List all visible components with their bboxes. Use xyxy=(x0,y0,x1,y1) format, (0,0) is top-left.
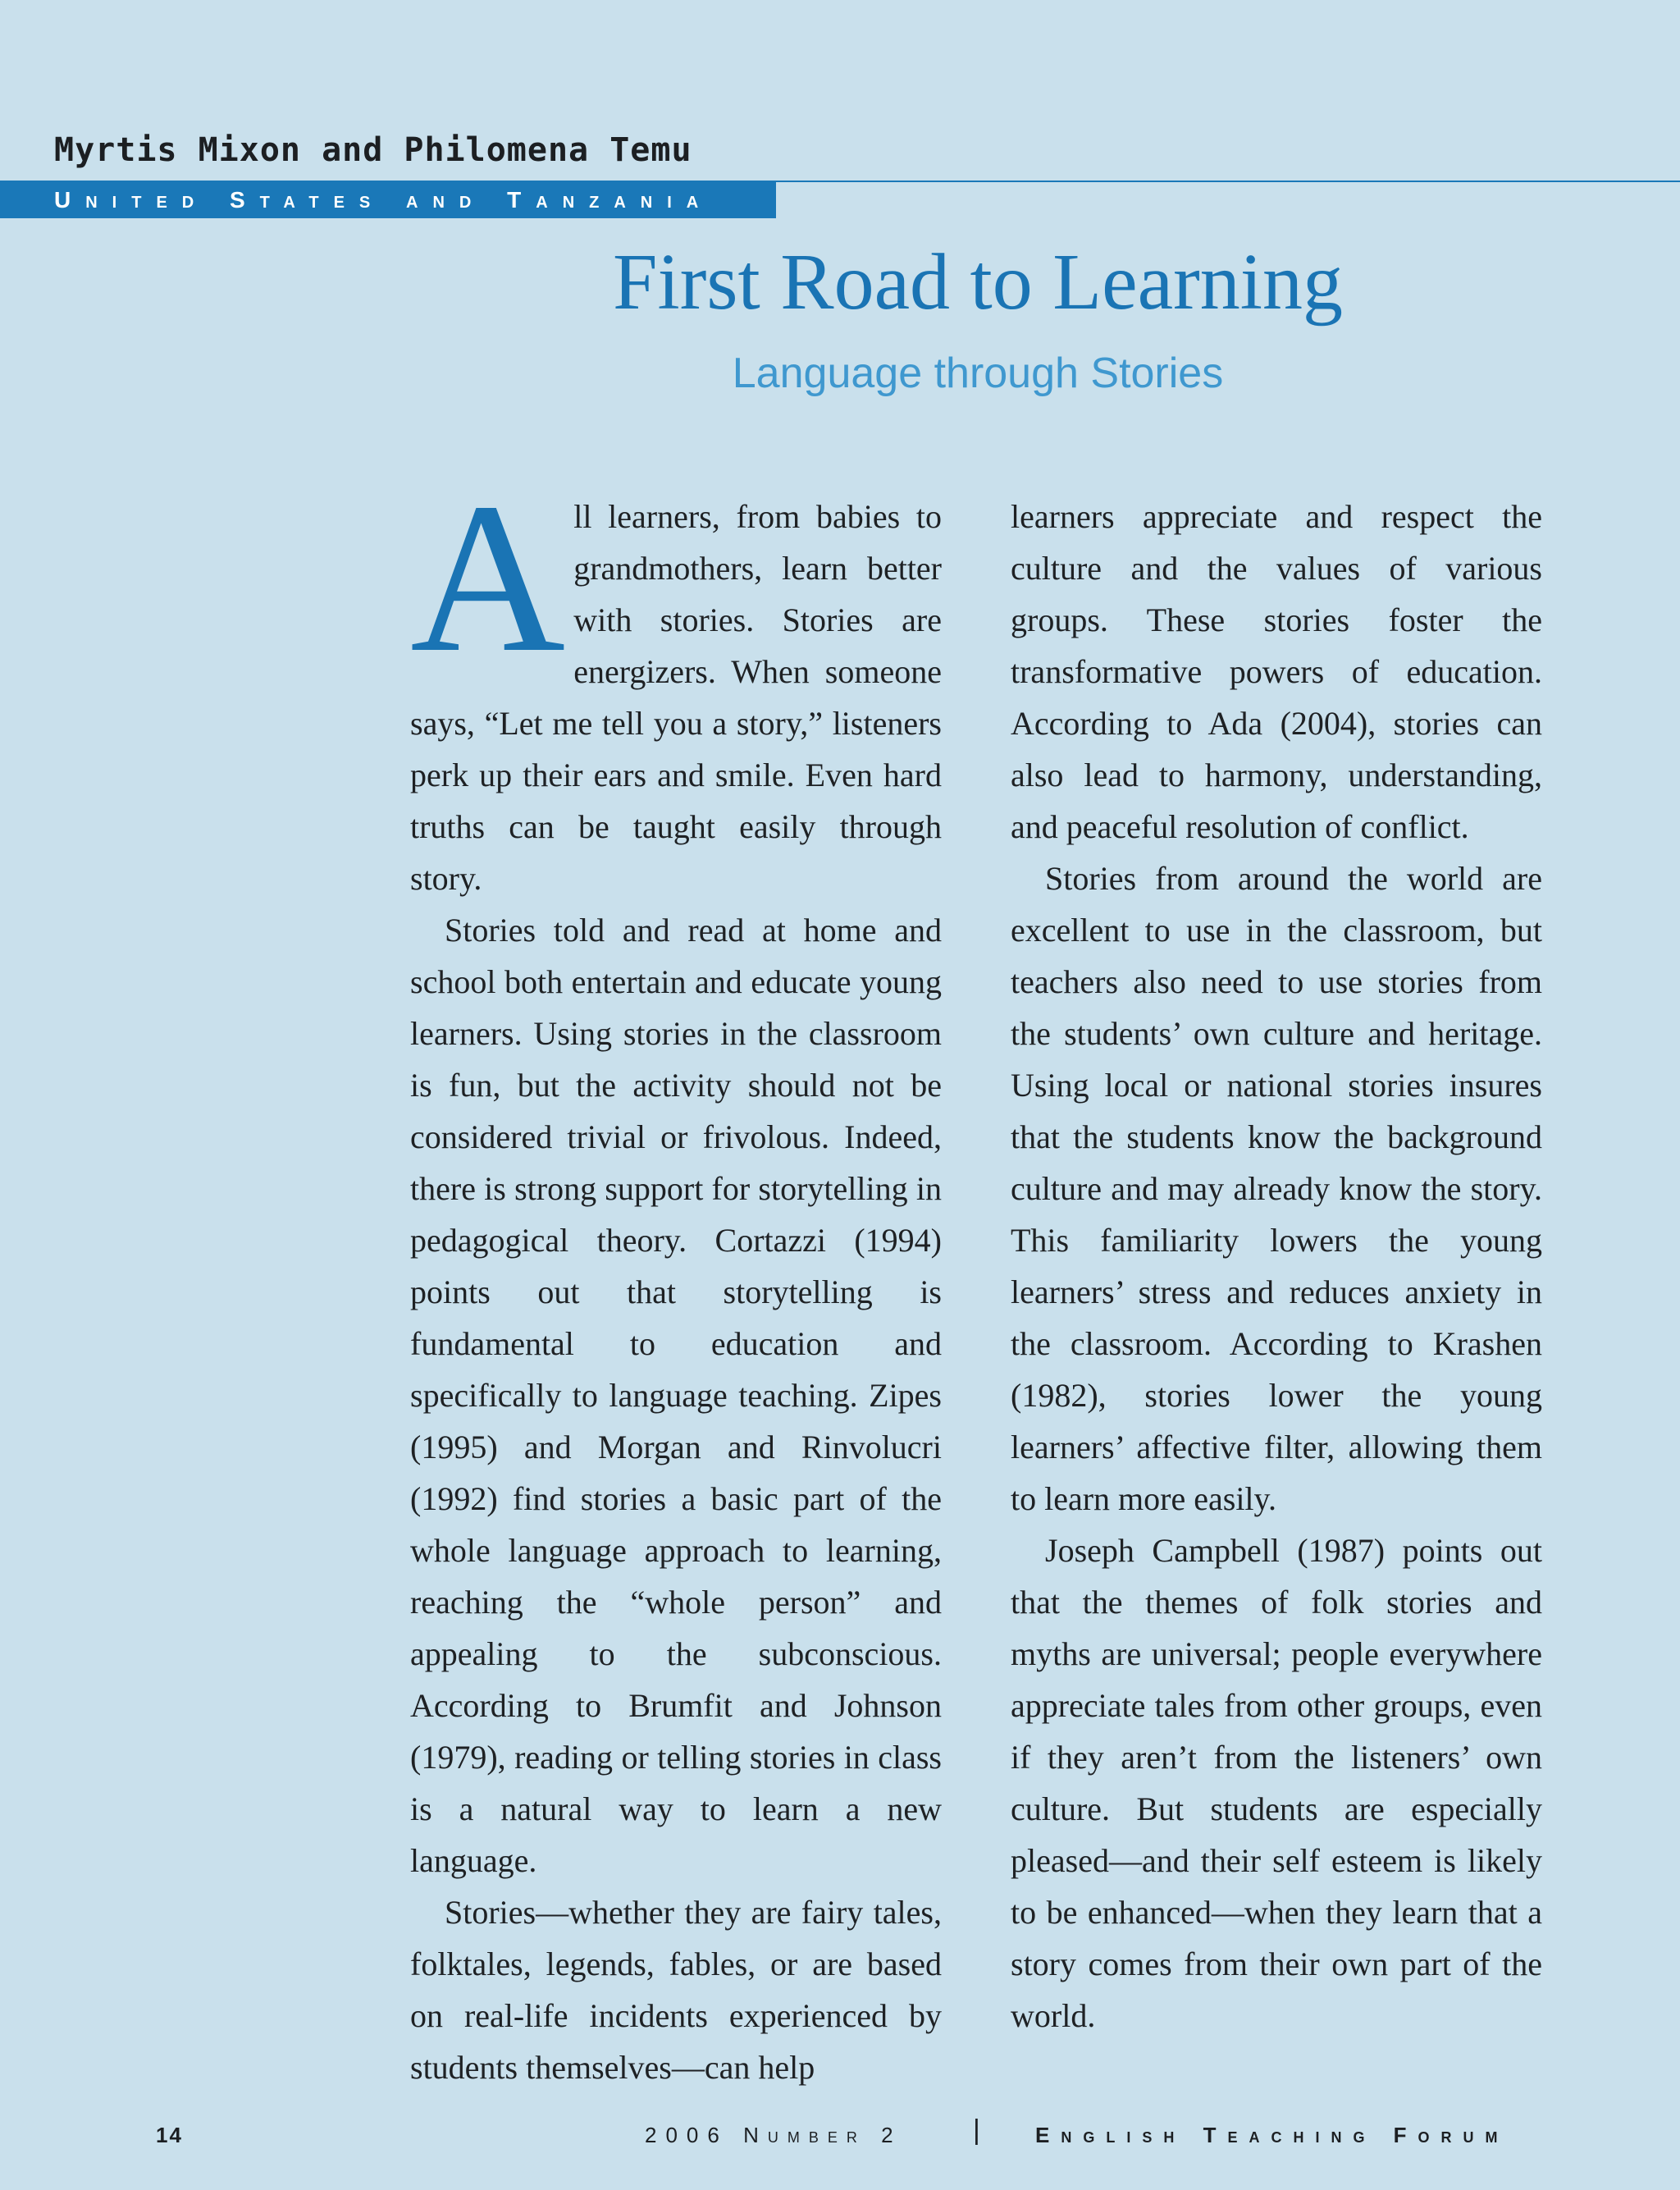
paragraph-text: ll learners, from babies to grandmothers, learn better with stories. Stories are energizers. When someone says, “Let me tell you a story,” listeners perk up their ears and smile. Even hard truths can be taught easily through story. xyxy=(410,498,942,897)
paragraph: Joseph Campbell (1987) points out that the themes of folk stories and myths are universal; people everywhere appreciate tales from other groups, even if they aren’t from the listeners’ own culture. But students are especially pleased—and their self esteem is likely to be enhanced—when they learn that a story comes from their own part of the world. xyxy=(1011,1532,1542,2034)
paragraph: Stories from around the world are excellent to use in the classroom, but teachers also need to use stories from the students’ own culture and heritage. Using local or national stories insures that the students know the background culture and may already know the story. This familiarity lowers the young learners’ stress and reduces anxiety in the classroom. According to Krashen (1982), stories lower the young learners’ affective filter, allowing them to learn more easily. xyxy=(1011,860,1542,1517)
drop-cap: A xyxy=(410,459,566,697)
journal-name: English Teaching Forum xyxy=(1035,2123,1509,2147)
right-column xyxy=(1011,491,1542,2041)
issue-label: 2006 Number 2 xyxy=(645,2123,902,2147)
page-number: 14 xyxy=(156,2123,183,2147)
paragraph: Stories told and read at home and school both entertain and educate young learners. Using stories in the classroom is fun, but the activity should not be considered trivial or frivolous. Indeed, there is strong support for storytelling in pedagogical theory. Cortazzi (1994) points out that storytelling is fundamental to education and specifically to language teaching. Zipes (1995) and Morgan and Rinvolucri (1992) find stories a basic part of the whole language approach to learning, reaching the “whole person” and appealing to the subconscious. According to Brumfit and Johnson (1979), reading or telling stories in class is a natural way to learn a new language. xyxy=(410,912,942,1879)
left-column xyxy=(410,459,942,2093)
footer-divider: | xyxy=(973,2115,980,2146)
author-names: Myrtis Mixon and Philomena Temu xyxy=(54,131,692,169)
region-label: United States and Tanzania xyxy=(54,187,714,213)
paragraph: Stories—whether they are fairy tales, folktales, legends, fables, or are based on real-life incidents experienced by students themselves—can help xyxy=(410,1894,942,2086)
paragraph: learners appreciate and respect the culture and the values of various groups. These stories foster the transformative powers of education. According to Ada (2004), stories can also lead to harmony, understanding, and peaceful resolution of conflict. xyxy=(1011,498,1542,845)
article-title: First Road to Learning xyxy=(612,238,1344,327)
article-subtitle: Language through Stories xyxy=(732,350,1224,397)
paragraph xyxy=(410,459,942,904)
